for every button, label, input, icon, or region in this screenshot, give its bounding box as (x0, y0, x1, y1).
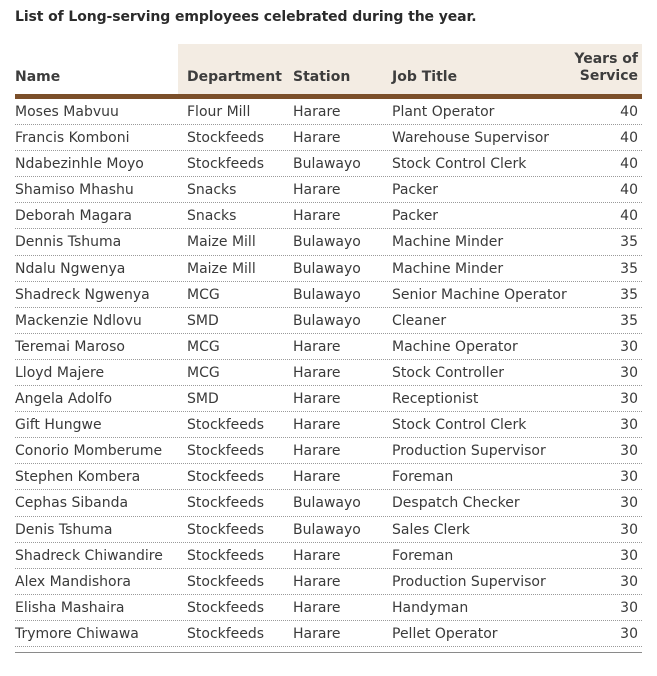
cell-station: Harare (293, 338, 341, 355)
table-row (15, 517, 642, 543)
cell-job-title: Cleaner (392, 312, 447, 329)
table-row (15, 543, 642, 569)
cell-years-of-service: 30 (620, 417, 638, 434)
cell-station: Harare (293, 182, 341, 199)
cell-station: Harare (293, 573, 341, 590)
table-row (15, 177, 642, 203)
cell-department: Stockfeeds (187, 495, 265, 512)
cell-job-title: Foreman (392, 469, 454, 486)
table-row (15, 99, 642, 125)
cell-job-title: Receptionist (392, 391, 479, 408)
table-body (15, 99, 642, 647)
cell-years-of-service: 30 (620, 391, 638, 408)
cell-station: Harare (293, 208, 341, 225)
cell-name: Francis Komboni (15, 130, 130, 147)
cell-name: Mackenzie Ndlovu (15, 312, 142, 329)
table-row (15, 464, 642, 490)
cell-job-title: Machine Operator (392, 338, 518, 355)
cell-years-of-service: 30 (620, 547, 638, 564)
cell-name: Shadreck Chiwandire (15, 547, 163, 564)
cell-station: Harare (293, 364, 341, 381)
cell-department: Stockfeeds (187, 573, 265, 590)
table-row (15, 490, 642, 516)
cell-name: Ndabezinhle Moyo (15, 156, 144, 173)
cell-name: Elisha Mashaira (15, 599, 125, 616)
cell-job-title: Packer (392, 182, 439, 199)
cell-station: Harare (293, 130, 341, 147)
table-bottom-rule (15, 652, 642, 653)
header-years-line2: Service (579, 68, 638, 84)
cell-station: Harare (293, 391, 341, 408)
cell-job-title: Senior Machine Operator (392, 286, 567, 303)
cell-department: SMD (187, 391, 219, 408)
cell-name: Shadreck Ngwenya (15, 286, 150, 303)
cell-years-of-service: 30 (620, 599, 638, 616)
cell-station: Harare (293, 469, 341, 486)
cell-department: Stockfeeds (187, 625, 265, 642)
page-title: List of Long-serving employees celebrated during the year. (15, 9, 477, 25)
cell-name: Lloyd Majere (15, 364, 105, 381)
cell-department: Stockfeeds (187, 417, 265, 434)
cell-years-of-service: 30 (620, 625, 638, 642)
header-department: Department (187, 69, 282, 85)
cell-years-of-service: 40 (620, 104, 638, 120)
cell-name: Conorio Momberume (15, 443, 163, 460)
cell-station: Harare (293, 625, 341, 642)
cell-years-of-service: 30 (620, 338, 638, 355)
table-row (15, 256, 642, 282)
cell-station: Bulawayo (293, 260, 361, 277)
table-row (15, 282, 642, 308)
cell-department: Stockfeeds (187, 443, 265, 460)
cell-name: Teremai Maroso (15, 338, 125, 355)
cell-job-title: Stock Controller (392, 364, 505, 381)
table-header (15, 44, 642, 94)
cell-job-title: Despatch Checker (392, 495, 520, 512)
employees-table (15, 44, 642, 653)
cell-job-title: Production Supervisor (392, 573, 546, 590)
table-row (15, 229, 642, 255)
cell-years-of-service: 35 (620, 234, 638, 251)
cell-years-of-service: 30 (620, 495, 638, 512)
cell-station: Bulawayo (293, 312, 361, 329)
cell-job-title: Machine Minder (392, 260, 504, 277)
cell-department: Stockfeeds (187, 547, 265, 564)
cell-department: Maize Mill (187, 234, 256, 251)
cell-station: Bulawayo (293, 156, 361, 173)
table-row (15, 569, 642, 595)
cell-years-of-service: 30 (620, 573, 638, 590)
cell-name: Deborah Magara (15, 208, 132, 225)
cell-name: Alex Mandishora (15, 573, 131, 590)
cell-name: Angela Adolfo (15, 391, 113, 408)
cell-years-of-service: 35 (620, 312, 638, 329)
cell-job-title: Production Supervisor (392, 443, 546, 460)
cell-years-of-service: 30 (620, 364, 638, 381)
header-job-title: Job Title (392, 69, 458, 85)
cell-department: MCG (187, 286, 220, 303)
cell-station: Bulawayo (293, 521, 361, 538)
cell-name: Ndalu Ngwenya (15, 260, 126, 277)
cell-job-title: Pellet Operator (392, 625, 498, 642)
cell-station: Harare (293, 547, 341, 564)
cell-department: Flour Mill (187, 104, 251, 120)
cell-job-title: Packer (392, 208, 439, 225)
cell-name: Shamiso Mhashu (15, 182, 134, 199)
cell-department: SMD (187, 312, 219, 329)
cell-department: Stockfeeds (187, 130, 265, 147)
cell-name: Cephas Sibanda (15, 495, 129, 512)
cell-department: MCG (187, 338, 220, 355)
cell-station: Harare (293, 417, 341, 434)
cell-department: MCG (187, 364, 220, 381)
cell-name: Dennis Tshuma (15, 234, 122, 251)
table-row (15, 334, 642, 360)
cell-years-of-service: 40 (620, 208, 638, 225)
cell-department: Maize Mill (187, 260, 256, 277)
cell-station: Bulawayo (293, 286, 361, 303)
cell-years-of-service: 40 (620, 182, 638, 199)
header-station: Station (293, 69, 351, 85)
cell-job-title: Plant Operator (392, 104, 495, 120)
table-row (15, 125, 642, 151)
cell-job-title: Sales Clerk (392, 521, 470, 538)
cell-name: Stephen Kombera (15, 469, 141, 486)
header-years-of-service (574, 51, 638, 85)
table-row (15, 412, 642, 438)
table-row (15, 308, 642, 334)
cell-years-of-service: 30 (620, 521, 638, 538)
cell-years-of-service: 35 (620, 286, 638, 303)
table-row (15, 203, 642, 229)
cell-department: Stockfeeds (187, 599, 265, 616)
cell-name: Gift Hungwe (15, 417, 102, 434)
table-row (15, 151, 642, 177)
cell-job-title: Stock Control Clerk (392, 156, 527, 173)
cell-station: Harare (293, 104, 341, 120)
header-name: Name (15, 69, 61, 85)
cell-department: Snacks (187, 208, 237, 225)
cell-department: Stockfeeds (187, 469, 265, 486)
header-years-line1: Years of (574, 51, 638, 67)
cell-name: Moses Mabvuu (15, 104, 119, 120)
cell-station: Bulawayo (293, 234, 361, 251)
cell-department: Stockfeeds (187, 521, 265, 538)
cell-station: Harare (293, 443, 341, 460)
cell-station: Harare (293, 599, 341, 616)
cell-years-of-service: 40 (620, 156, 638, 173)
table-row (15, 595, 642, 621)
cell-years-of-service: 35 (620, 260, 638, 277)
cell-years-of-service: 30 (620, 469, 638, 486)
cell-department: Stockfeeds (187, 156, 265, 173)
table-row (15, 621, 642, 647)
cell-job-title: Handyman (392, 599, 469, 616)
table-row (15, 360, 642, 386)
table-row (15, 386, 642, 412)
cell-name: Denis Tshuma (15, 521, 113, 538)
cell-years-of-service: 40 (620, 130, 638, 147)
cell-job-title: Machine Minder (392, 234, 504, 251)
cell-station: Bulawayo (293, 495, 361, 512)
cell-job-title: Foreman (392, 547, 454, 564)
cell-job-title: Stock Control Clerk (392, 417, 527, 434)
cell-years-of-service: 30 (620, 443, 638, 460)
cell-name: Trymore Chiwawa (15, 625, 139, 642)
table-row (15, 438, 642, 464)
cell-job-title: Warehouse Supervisor (392, 130, 550, 147)
cell-department: Snacks (187, 182, 237, 199)
